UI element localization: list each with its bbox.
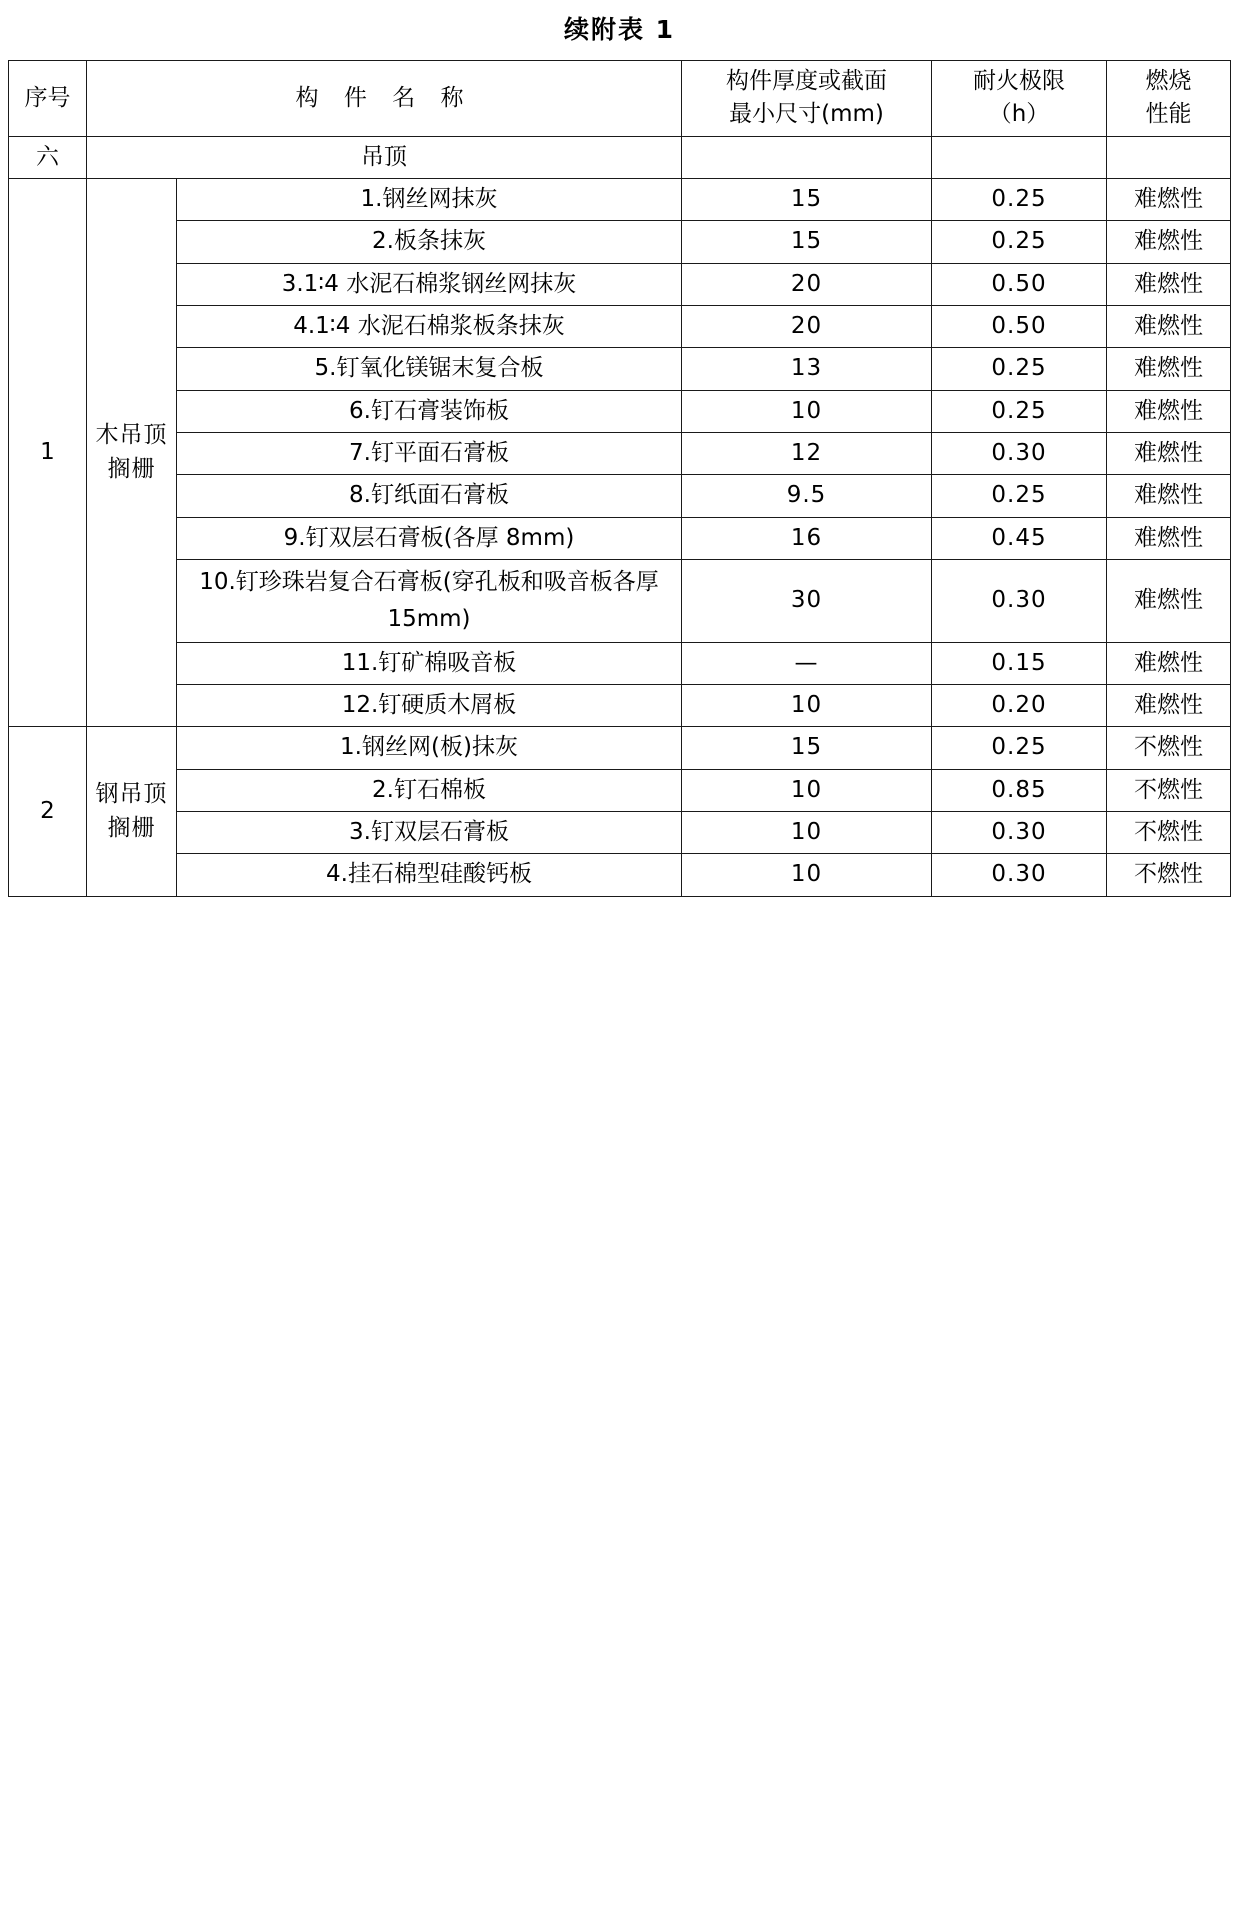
- header-thickness-line1: 构件厚度或截面: [726, 68, 887, 94]
- component-burn: 难燃性: [1107, 475, 1231, 517]
- component-thickness: 10: [682, 390, 932, 432]
- table-row: [9, 306, 1231, 348]
- header-fire-limit-line2: （h）: [988, 101, 1050, 128]
- component-fire-limit: 0.25: [932, 390, 1107, 432]
- component-thickness: 15: [682, 727, 932, 769]
- component-thickness: 10: [682, 685, 932, 727]
- header-burn-line1: 燃烧: [1145, 68, 1192, 94]
- group-no: 1: [9, 179, 87, 727]
- component-name: 4.挂石棉型硅酸钙板: [177, 854, 682, 896]
- component-name: 6.钉石膏装饰板: [177, 390, 682, 432]
- component-name: 3.1∶4 水泥石棉浆钢丝网抹灰: [177, 263, 682, 305]
- component-fire-limit: 0.25: [932, 475, 1107, 517]
- component-fire-limit: 0.20: [932, 685, 1107, 727]
- component-fire-limit: 0.15: [932, 642, 1107, 684]
- component-name: 11.钉矿棉吸音板: [177, 642, 682, 684]
- component-name: 10.钉珍珠岩复合石膏板(穿孔板和吸音板各厚 15mm): [177, 560, 682, 643]
- header-fire-limit-line1: 耐火极限: [973, 68, 1065, 94]
- component-thickness: 20: [682, 263, 932, 305]
- header-component-name: 构 件 名 称: [87, 61, 682, 137]
- component-burn: 难燃性: [1107, 179, 1231, 221]
- group-category: 木吊顶搁栅: [87, 179, 177, 727]
- component-burn: 不燃性: [1107, 812, 1231, 854]
- component-name: 2.钉石棉板: [177, 769, 682, 811]
- component-fire-limit: 0.50: [932, 263, 1107, 305]
- component-burn: 难燃性: [1107, 517, 1231, 559]
- section-no: 六: [9, 136, 87, 178]
- component-burn: 难燃性: [1107, 390, 1231, 432]
- component-fire-limit: 0.25: [932, 221, 1107, 263]
- table-row: [9, 560, 1231, 643]
- component-name: 8.钉纸面石膏板: [177, 475, 682, 517]
- component-burn: 难燃性: [1107, 263, 1231, 305]
- component-fire-limit: 0.30: [932, 433, 1107, 475]
- table-row: [9, 854, 1231, 896]
- section-limit: [932, 136, 1107, 178]
- component-fire-limit: 0.30: [932, 812, 1107, 854]
- table-row: [9, 685, 1231, 727]
- section-burn: [1107, 136, 1231, 178]
- section-thickness: [682, 136, 932, 178]
- table-header-row: [9, 61, 1231, 137]
- component-name: 2.板条抹灰: [177, 221, 682, 263]
- component-thickness: 12: [682, 433, 932, 475]
- component-burn: 不燃性: [1107, 727, 1231, 769]
- table-row: [9, 179, 1231, 221]
- component-name: 5.钉氧化镁锯末复合板: [177, 348, 682, 390]
- component-thickness: —: [682, 642, 932, 684]
- page-title: 续附表 1: [563, 15, 676, 44]
- component-name: 4.1∶4 水泥石棉浆板条抹灰: [177, 306, 682, 348]
- component-thickness: 16: [682, 517, 932, 559]
- component-thickness: 10: [682, 769, 932, 811]
- component-name: 9.钉双层石膏板(各厚 8mm): [177, 517, 682, 559]
- header-fire-limit: [932, 61, 1107, 137]
- component-burn: 难燃性: [1107, 306, 1231, 348]
- component-fire-limit: 0.25: [932, 348, 1107, 390]
- component-name: 1.钢丝网抹灰: [177, 179, 682, 221]
- component-thickness: 30: [682, 560, 932, 643]
- component-thickness: 20: [682, 306, 932, 348]
- header-thickness: [682, 61, 932, 137]
- fire-resistance-table: [8, 60, 1231, 897]
- component-burn: 难燃性: [1107, 221, 1231, 263]
- component-fire-limit: 0.45: [932, 517, 1107, 559]
- component-fire-limit: 0.25: [932, 727, 1107, 769]
- component-burn: 难燃性: [1107, 433, 1231, 475]
- table-row: [9, 475, 1231, 517]
- component-burn: 难燃性: [1107, 685, 1231, 727]
- header-no: 序号: [9, 61, 87, 137]
- table-row: [9, 727, 1231, 769]
- table-row: [9, 517, 1231, 559]
- component-fire-limit: 0.25: [932, 179, 1107, 221]
- table-row: [9, 642, 1231, 684]
- header-burning-performance: [1107, 61, 1231, 137]
- component-burn: 不燃性: [1107, 854, 1231, 896]
- component-thickness: 9.5: [682, 475, 932, 517]
- table-row: [9, 433, 1231, 475]
- section-row: [9, 136, 1231, 178]
- header-burn-line2: 性能: [1145, 101, 1192, 128]
- component-fire-limit: 0.50: [932, 306, 1107, 348]
- component-burn: 难燃性: [1107, 560, 1231, 643]
- component-name: 1.钢丝网(板)抹灰: [177, 727, 682, 769]
- header-thickness-line2: 最小尺寸(mm): [729, 101, 884, 128]
- section-label: 吊顶: [87, 136, 682, 178]
- component-fire-limit: 0.30: [932, 854, 1107, 896]
- component-name: 7.钉平面石膏板: [177, 433, 682, 475]
- table-row: [9, 390, 1231, 432]
- component-thickness: 13: [682, 348, 932, 390]
- component-thickness: 10: [682, 854, 932, 896]
- group-no: 2: [9, 727, 87, 896]
- component-name: 12.钉硬质木屑板: [177, 685, 682, 727]
- component-thickness: 10: [682, 812, 932, 854]
- component-thickness: 15: [682, 179, 932, 221]
- table-row: [9, 812, 1231, 854]
- component-burn: 不燃性: [1107, 769, 1231, 811]
- group-category: 钢吊顶搁栅: [87, 727, 177, 896]
- component-burn: 难燃性: [1107, 348, 1231, 390]
- component-fire-limit: 0.30: [932, 560, 1107, 643]
- component-thickness: 15: [682, 221, 932, 263]
- table-row: [9, 348, 1231, 390]
- component-fire-limit: 0.85: [932, 769, 1107, 811]
- table-row: [9, 263, 1231, 305]
- component-burn: 难燃性: [1107, 642, 1231, 684]
- component-name: 3.钉双层石膏板: [177, 812, 682, 854]
- table-row: [9, 221, 1231, 263]
- table-row: [9, 769, 1231, 811]
